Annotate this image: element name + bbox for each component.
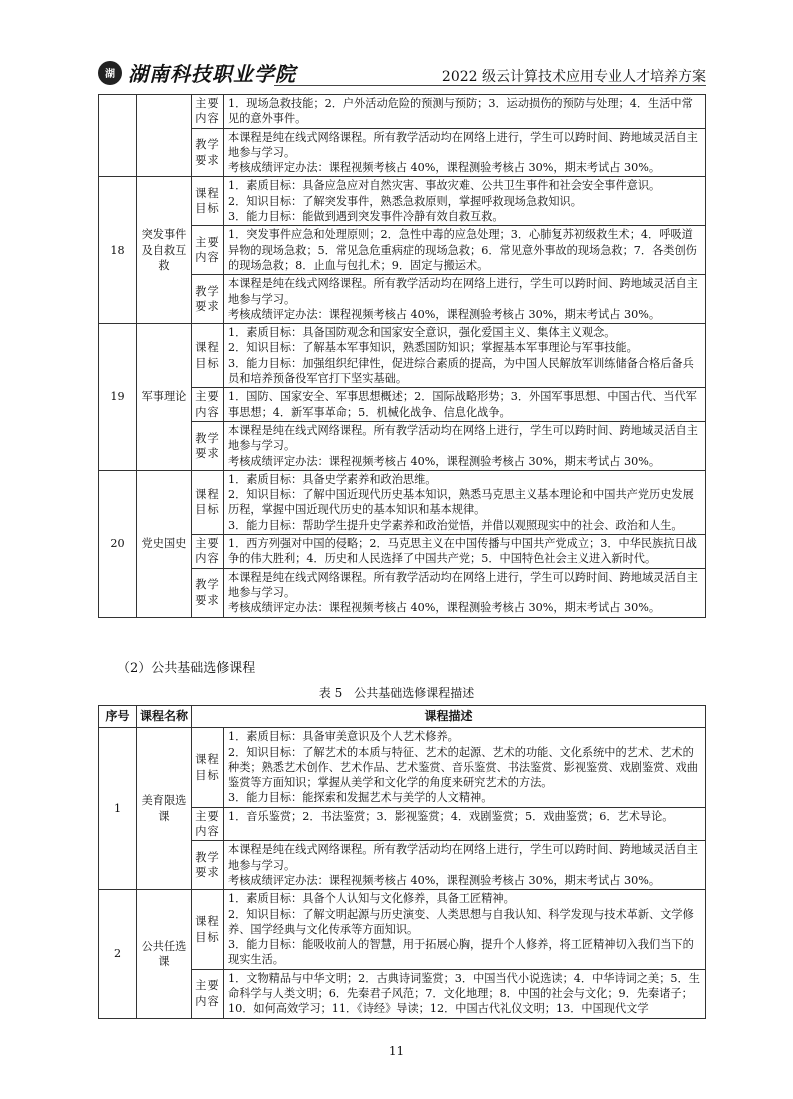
content-line: 考核成绩评定办法：课程视频考核占 40%，课程测验考核占 30%，期末考试占 30%。	[228, 601, 661, 615]
section-label: 课程目标	[192, 177, 224, 226]
table-row	[99, 890, 706, 969]
section-label: 教学要求	[192, 275, 224, 324]
header-num: 序号	[99, 706, 137, 728]
course-table-continued	[98, 94, 706, 618]
section-label: 主要内容	[192, 969, 224, 1018]
section-content	[224, 177, 706, 226]
table-caption: 表 5 公共基础选修课程描述	[318, 686, 475, 700]
course-name: 突发事件及自救互救	[137, 177, 192, 324]
content-line: 1．国防、国家安全、军事思想概述；2．国际战略形势；3．外国军事思想、中国古代、当代军事思想；4．新军事革命；5．机械化战争、信息化战争。	[228, 390, 697, 419]
table-row	[99, 95, 706, 129]
section-label: 主要内容	[192, 535, 224, 569]
table-row	[99, 177, 706, 226]
section-content	[224, 535, 706, 569]
table-row	[99, 324, 706, 388]
course-name: 美育限选课	[137, 728, 192, 890]
content-line: 1．现场急救技能；2．户外活动危险的预测与预防；3．运动损伤的预防与处理；4．生活中常见的意外事件。	[228, 97, 693, 126]
content-line: 考核成绩评定办法：课程视频考核占 40%，课程测验考核占 30%，期末考试占 30%。	[228, 454, 661, 468]
section-content	[224, 95, 706, 129]
content-line: 2．知识目标：了解中国近现代历史基本知识，熟悉马克思主义基本理论和中国共产党历史发展历程，掌握中国近现代历史的基本知识和基本规律。	[228, 488, 694, 517]
course-name: 军事理论	[137, 324, 192, 471]
section-label: 主要内容	[192, 807, 224, 841]
content-line: 1．素质目标：具备国防观念和国家安全意识，强化爱国主义、集体主义观念。	[228, 326, 616, 340]
section-content	[224, 275, 706, 324]
section-content	[224, 226, 706, 275]
content-line: 2．知识目标：了解基本军事知识，熟悉国防知识；掌握基本军事理论与军事技能。	[228, 341, 638, 355]
school-name: 湖南科技职业学院	[128, 62, 296, 86]
school-logo	[98, 58, 296, 87]
content-line: 3．能力目标：能吸收前人的智慧，用于拓展心胸，提升个人修养，将工匠精神切入我们当下的现实生活。	[228, 938, 694, 967]
course-number: 2	[99, 890, 137, 1018]
section-label: 主要内容	[192, 388, 224, 422]
section-content	[224, 890, 706, 969]
content-line: 本课程是纯在线式网络课程。所有教学活动均在网络上进行，学生可以跨时间、跨地域灵活自主地参与学习。	[228, 277, 698, 306]
section-label: 课程目标	[192, 890, 224, 969]
page-header	[98, 56, 706, 90]
section-label: 主要内容	[192, 226, 224, 275]
section-title: （2）公共基础选修课程	[117, 661, 256, 676]
section-content	[224, 807, 706, 841]
section-content	[224, 421, 706, 470]
course-number: 19	[99, 324, 137, 471]
section-content	[224, 841, 706, 890]
content-line: 2．知识目标：了解文明起源与历史演变、人类思想与自我认知、科学发现与技术革新、文学修养、国学经典与文化传承等方面知识。	[228, 907, 694, 936]
table-row	[99, 728, 706, 807]
section-label: 教学要求	[192, 128, 224, 177]
content-line: 考核成绩评定办法：课程视频考核占 40%，课程测验考核占 30%，期末考试占 30%。	[228, 161, 661, 175]
course-name: 党史国史	[137, 470, 192, 617]
content-line: 3．能力目标：帮助学生提升史学素养和政治觉悟，并借以观照现实中的社会、政治和人生。	[228, 518, 683, 532]
section-label: 主要内容	[192, 95, 224, 129]
content-line: 1．文物精品与中华文明；2．古典诗词鉴赏；3．中国当代小说选读；4．中华诗词之美；5．生命科学与人类文明；6．先秦君子风范；7．文化地理；8．中国的社会与文化；9．先秦诸子；10．如何高效学习；11．《诗经》导读；12．中国古代礼仪文明；13．中国现代文学	[228, 971, 700, 1016]
content-line: 2．知识目标：了解艺术的本质与特征、艺术的起源、艺术的功能、文化系统中的艺术、艺术的种类；熟悉艺术创作、艺术作品、艺术鉴赏、音乐鉴赏、书法鉴赏、影视鉴赏、戏剧鉴赏、戏曲鉴赏等方面知识；掌握从美学和文化学的角度来研究艺术的方法。	[228, 745, 698, 790]
course-name	[137, 95, 192, 177]
content-line: 本课程是纯在线式网络课程。所有教学活动均在网络上进行，学生可以跨时间、跨地域灵活自主地参与学习。	[228, 843, 698, 872]
content-line: 本课程是纯在线式网络课程。所有教学活动均在网络上进行，学生可以跨时间、跨地域灵活自主地参与学习。	[228, 423, 698, 453]
content-line: 1．音乐鉴赏；2．书法鉴赏；3．影视鉴赏；4．戏剧鉴赏；5．戏曲鉴赏；6．艺术导论。	[228, 809, 674, 823]
section-content	[224, 969, 706, 1018]
content-line: 1．突发事件应急和处理原则；2．急性中毒的应急处理；3．心肺复苏初级救生术；4．呼吸道异物的现场急救；5．常见急危重病症的现场急救；6．常见意外事故的现场急救；7．各类创伤的现场急救；8．止血与包扎术；9．固定与搬运术。	[228, 228, 697, 272]
header-desc: 课程描述	[192, 706, 706, 728]
section-content	[224, 728, 706, 807]
section-content	[224, 470, 706, 534]
course-number	[99, 95, 137, 177]
course-number: 1	[99, 728, 137, 890]
section-label: 课程目标	[192, 728, 224, 807]
section-content	[224, 128, 706, 177]
header-name: 课程名称	[137, 706, 192, 728]
section-label: 教学要求	[192, 568, 224, 617]
content-line: 考核成绩评定办法：课程视频考核占 40%，课程测验考核占 30%，期末考试占 30%。	[228, 873, 661, 887]
header-rule	[274, 85, 706, 86]
content-line: 本课程是纯在线式网络课程。所有教学活动均在网络上进行，学生可以跨时间、跨地域灵活自主地参与学习。	[228, 570, 698, 599]
content-line: 1．素质目标：具备史学素养和政治思维。	[228, 472, 437, 486]
content-line: 1．素质目标：具备应急应对自然灾害、事故灾难、公共卫生事件和社会安全事件意识。	[228, 179, 661, 193]
content-line: 3．能力目标：能探索和发掘艺术与美学的人文精神。	[228, 791, 493, 805]
page-number: 11	[388, 1044, 405, 1058]
content-line: 本课程是纯在线式网络课程。所有教学活动均在网络上进行，学生可以跨时间、跨地域灵活自主地参与学习。	[228, 130, 698, 159]
course-name: 公共任选课	[137, 890, 192, 1018]
content-line: 1．西方列强对中国的侵略；2．马克思主义在中国传播与中国共产党成立；3．中华民族抗日战争的伟大胜利；4．历史和人民选择了中国共产党；5．中国特色社会主义进入新时代。	[228, 537, 697, 566]
school-emblem-icon: 湖	[98, 61, 122, 85]
section-content	[224, 568, 706, 617]
section-content	[224, 324, 706, 388]
section-label: 教学要求	[192, 841, 224, 890]
content-line: 考核成绩评定办法：课程视频考核占 40%，课程测验考核占 30%，期末考试占 30%。	[228, 307, 661, 321]
content-line: 3．能力目标：加强组织纪律性，促进综合素质的提高，为中国人民解放军训练储备合格后备兵员和培养预备役军官打下坚实基础。	[228, 356, 694, 386]
content-line: 1．素质目标：具备个人认知与文化修养，具备工匠精神。	[228, 892, 515, 906]
content-line: 2．知识目标：了解突发事件，熟悉急救原则，掌握呼救现场急救知识。	[228, 194, 582, 208]
section-content	[224, 388, 706, 422]
elective-course-table	[98, 705, 706, 1019]
content-line: 3．能力目标：能做到遇到突发事件冷静有效自救互救。	[228, 210, 504, 224]
section-label: 课程目标	[192, 324, 224, 388]
section-label: 课程目标	[192, 470, 224, 534]
course-number: 20	[99, 470, 137, 617]
content-line: 1．素质目标：具备审美意识及个人艺术修养。	[228, 730, 459, 744]
section-label: 教学要求	[192, 421, 224, 470]
table-header-row	[99, 706, 706, 728]
document-title: 2022 级云计算技术应用专业人才培养方案	[441, 69, 706, 85]
table-row	[99, 470, 706, 534]
course-number: 18	[99, 177, 137, 324]
